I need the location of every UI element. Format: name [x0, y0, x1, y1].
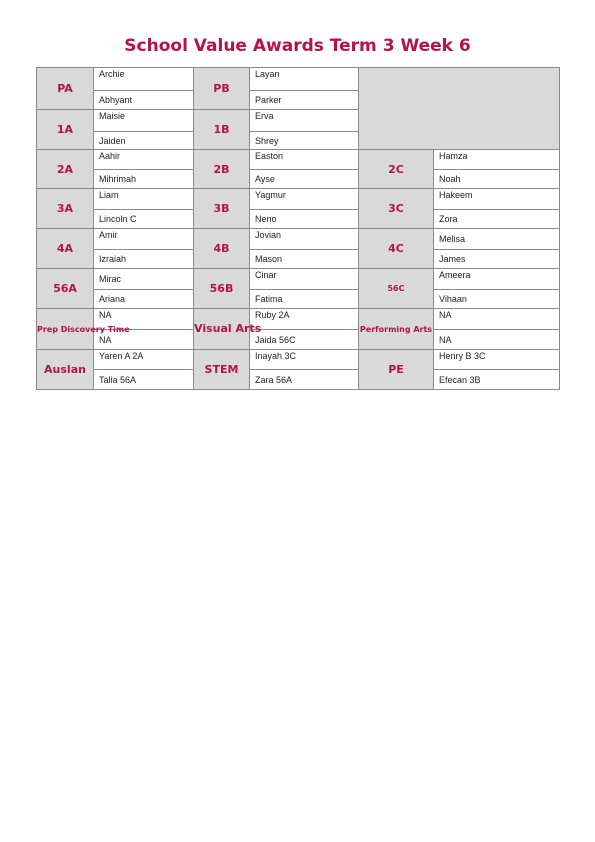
- class-label: STEM: [194, 350, 250, 390]
- student-name: Ruby 2A: [250, 309, 359, 330]
- student-name: Shrey: [250, 132, 359, 150]
- student-name: Fatima: [250, 290, 359, 309]
- student-name: NA: [94, 330, 194, 350]
- student-name: Zora: [434, 210, 560, 229]
- student-name: Mihrimah: [94, 170, 194, 189]
- class-label: 56A: [37, 269, 94, 309]
- student-name: NA: [434, 330, 560, 350]
- class-label: PA: [37, 68, 94, 110]
- student-name: Easton: [250, 150, 359, 170]
- class-label: Visual Arts: [194, 309, 250, 350]
- class-label: 56B: [194, 269, 250, 309]
- class-label: 2C: [359, 150, 434, 189]
- student-name: Amir: [94, 229, 194, 250]
- student-name: Izraiah: [94, 250, 194, 269]
- student-name: Neno: [250, 210, 359, 229]
- student-name: Erva: [250, 110, 359, 132]
- empty-cell: [359, 68, 560, 150]
- student-name: NA: [434, 309, 560, 330]
- student-name: Cinar: [250, 269, 359, 290]
- class-label: Auslan: [37, 350, 94, 390]
- student-name: Vihaan: [434, 290, 560, 309]
- class-label: Performing Arts: [359, 309, 434, 350]
- student-name: Lincoln C: [94, 210, 194, 229]
- student-name: Mirac: [94, 269, 194, 290]
- student-name: Parker: [250, 91, 359, 110]
- class-label: 1A: [37, 110, 94, 150]
- student-name: Efecan 3B: [434, 370, 560, 390]
- class-label: 4C: [359, 229, 434, 269]
- class-label: 3B: [194, 189, 250, 229]
- student-name: Aahir: [94, 150, 194, 170]
- awards-table: [36, 67, 560, 390]
- class-label: 4A: [37, 229, 94, 269]
- student-name: Yaren A 2A: [94, 350, 194, 370]
- student-name: Hamza: [434, 150, 560, 170]
- student-name: Inayah 3C: [250, 350, 359, 370]
- page-title: School Value Awards Term 3 Week 6: [124, 36, 471, 56]
- class-label: Prep Discovery Time: [37, 309, 94, 350]
- student-name: Hakeem: [434, 189, 560, 210]
- student-name: Maisie: [94, 110, 194, 132]
- student-name: Melisa: [434, 229, 560, 250]
- class-label: 3C: [359, 189, 434, 229]
- class-label: 1B: [194, 110, 250, 150]
- class-label: 4B: [194, 229, 250, 269]
- class-label: 2B: [194, 150, 250, 189]
- class-label: 2A: [37, 150, 94, 189]
- student-name: Jovian: [250, 229, 359, 250]
- student-name: NA: [94, 309, 194, 330]
- student-name: Ayse: [250, 170, 359, 189]
- class-label: PE: [359, 350, 434, 390]
- student-name: Mason: [250, 250, 359, 269]
- student-name: Zara 56A: [250, 370, 359, 390]
- student-name: Archie: [94, 68, 194, 91]
- student-name: Layan: [250, 68, 359, 91]
- student-name: Noah: [434, 170, 560, 189]
- student-name: Henry B 3C: [434, 350, 560, 370]
- student-name: Ariana: [94, 290, 194, 309]
- student-name: Abhyant: [94, 91, 194, 110]
- class-label: 56C: [359, 269, 434, 309]
- student-name: Talia 56A: [94, 370, 194, 390]
- class-label: 3A: [37, 189, 94, 229]
- student-name: Ameera: [434, 269, 560, 290]
- student-name: Jaiden: [94, 132, 194, 150]
- student-name: James: [434, 250, 560, 269]
- student-name: Liam: [94, 189, 194, 210]
- student-name: Yagmur: [250, 189, 359, 210]
- class-label: PB: [194, 68, 250, 110]
- student-name: Jaida 56C: [250, 330, 359, 350]
